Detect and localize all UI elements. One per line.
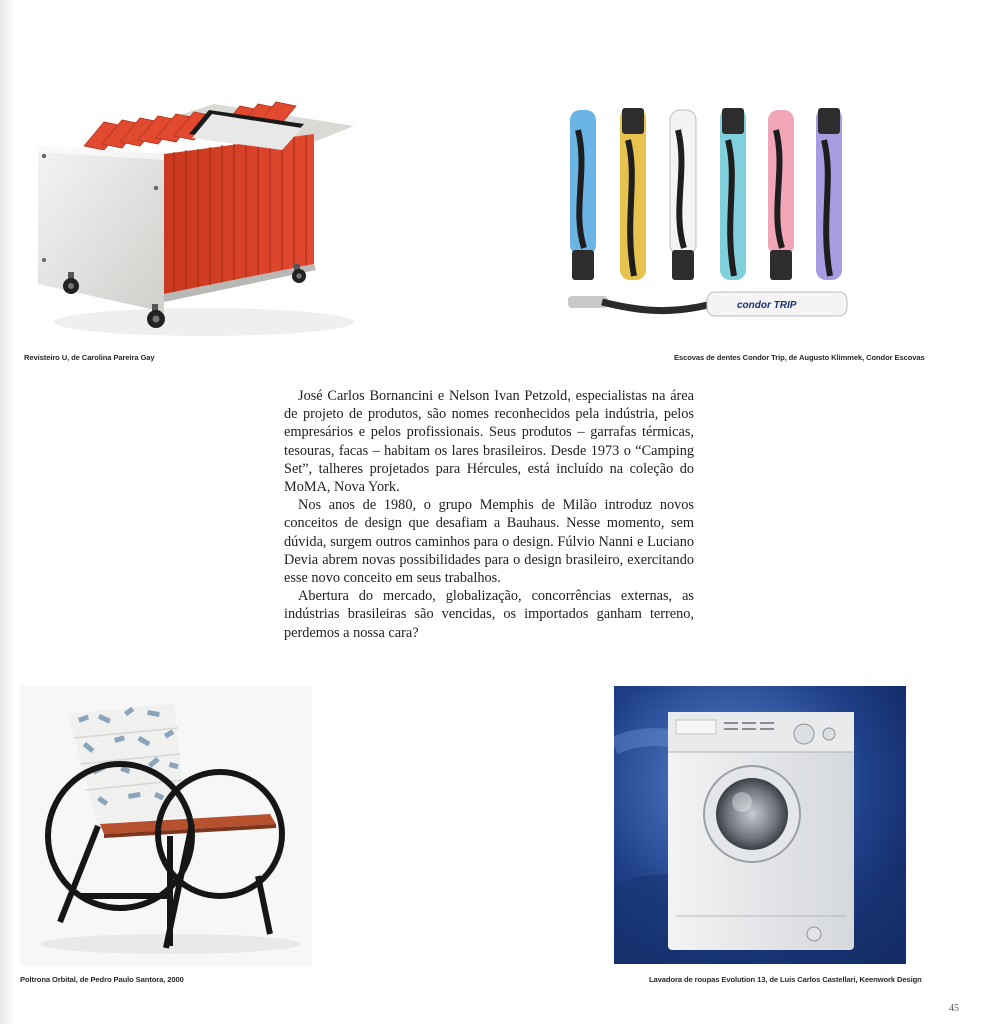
toothbrush-brand-label: condor TRIP <box>737 300 797 311</box>
washing-machine-caption: Lavadora de roupas Evolution 13, de Luis Carlos Castellari, Keenwork Design <box>649 975 922 984</box>
body-paragraph-1: José Carlos Bornancini e Nelson Ivan Petzold, especialistas na área de projeto de produtos, são nomes reconhecidos pela indústria, pelos empresários e pelos profissionais. Seus produtos – garrafas térmicas, tesouras, facas – habitam os lares brasileiros. Desde 1973 o “Camping Set”, talheres projetados para Hércules, está incluído na coleção do MoMA, Nova York. <box>284 388 694 496</box>
armchair-photo <box>20 686 312 966</box>
body-text-column <box>284 387 694 642</box>
magazine-rack-photo <box>24 94 364 344</box>
armchair-caption: Poltrona Orbital, de Pedro Paulo Santora, 2000 <box>20 975 184 984</box>
magazine-rack-caption: Revisteiro U, de Carolina Pareira Gay <box>24 353 155 362</box>
body-paragraph-2: Nos anos de 1980, o grupo Memphis de Milão introduz novos conceitos de design que desafiam a Bauhaus. Nesse momento, sem dúvida, surgem outros caminhos para o design. Fúlvio Nanni e Luciano Devia abrem novas possibilidades para o design brasileiro, exercitando esse novo conceito em seus trabalhos. <box>284 497 694 587</box>
page-number: 45 <box>949 1003 959 1014</box>
body-paragraph-3: Abertura do mercado, globalização, concorrências externas, as indústrias brasileiras são vencidas, os importados ganham terreno, perdemos a nossa cara? <box>284 588 694 641</box>
toothbrushes-photo <box>562 100 858 330</box>
page-edge-shadow <box>0 0 14 1024</box>
toothbrushes-caption: Escovas de dentes Condor Trip, de Augusto Klimmek, Condor Escovas <box>674 353 925 362</box>
washing-machine-photo <box>614 686 906 964</box>
